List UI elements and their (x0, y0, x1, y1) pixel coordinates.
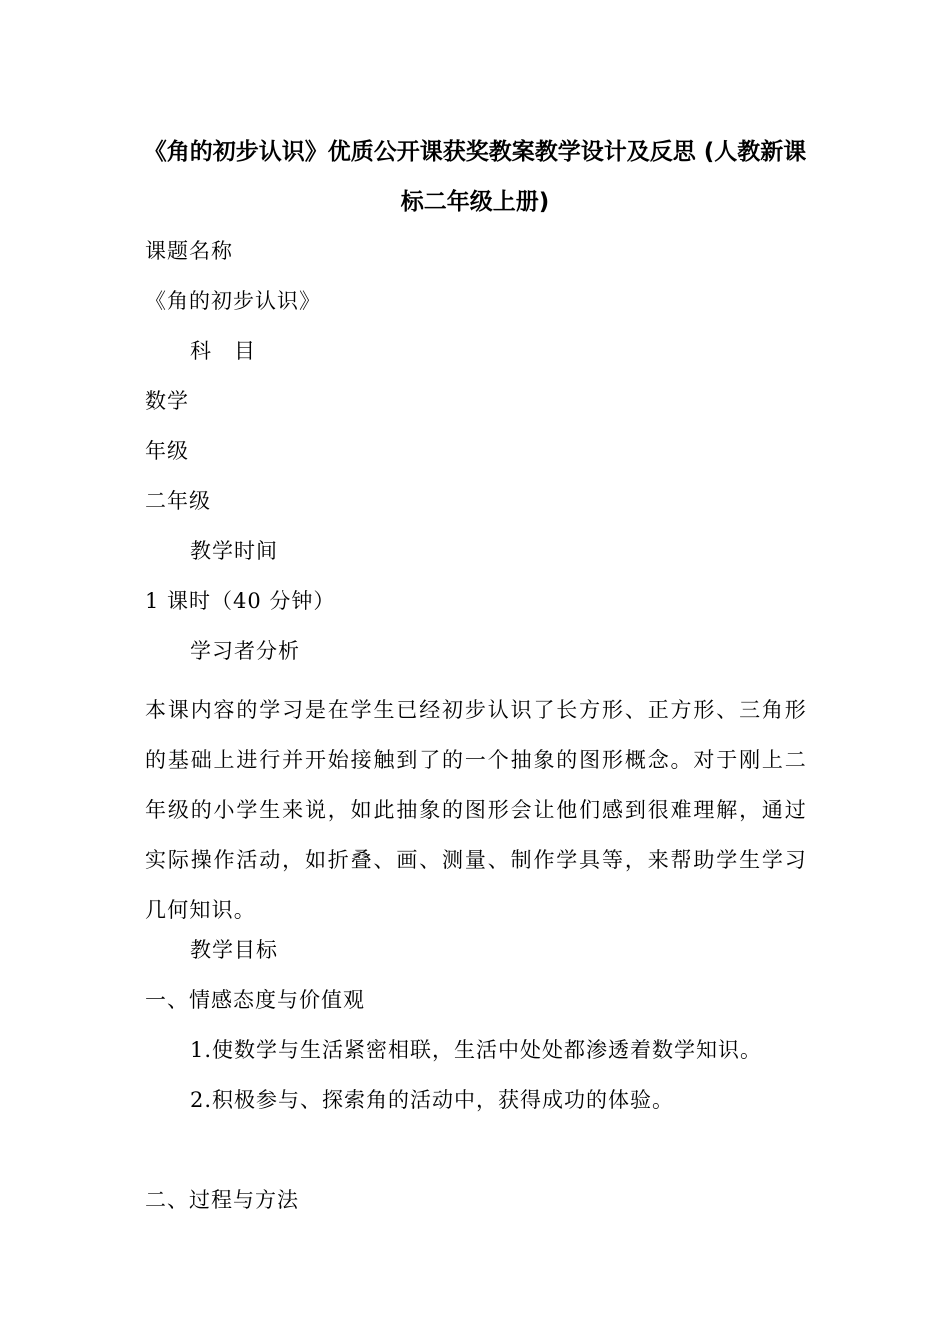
label-topic-name: 课题名称 (145, 239, 233, 263)
label-subject: 科 目 (190, 339, 256, 363)
value-topic-name: 《角的初步认识》 (145, 289, 321, 313)
document-title-line-1: 《角的初步认识》优质公开课获奖教案教学设计及反思 (人教新课 (143, 139, 807, 165)
section-1-item: 2.积极参与、探索角的活动中，获得成功的体验。 (190, 1088, 675, 1112)
value-subject: 数学 (145, 389, 189, 413)
label-grade: 年级 (145, 439, 189, 463)
label-learner-analysis: 学习者分析 (190, 639, 300, 663)
objectives-heading: 教学目标 (190, 938, 278, 962)
section-1-heading: 一、情感态度与价值观 (145, 988, 365, 1012)
section-1-item: 1.使数学与生活紧密相联，生活中处处都渗透着数学知识。 (190, 1038, 763, 1062)
section-2-heading: 二、过程与方法 (145, 1188, 299, 1212)
value-teaching-time: 1 课时（40 分钟） (145, 589, 336, 613)
learner-analysis-paragraph: 本课内容的学习是在学生已经初步认识了长方形、正方形、三角形的基础上进行并开始接触到了的一个抽象的图形概念。对于刚上二年级的小学生来说，如此抽象的图形会让他们感到很难理解，通过实际操作活动，如折叠、画、测量、制作学具等，来帮助学生学习几何知识。 (145, 698, 807, 922)
document-title-line-2: 标二年级上册) (400, 189, 550, 215)
value-grade: 二年级 (145, 489, 211, 513)
label-teaching-time: 教学时间 (190, 539, 278, 563)
